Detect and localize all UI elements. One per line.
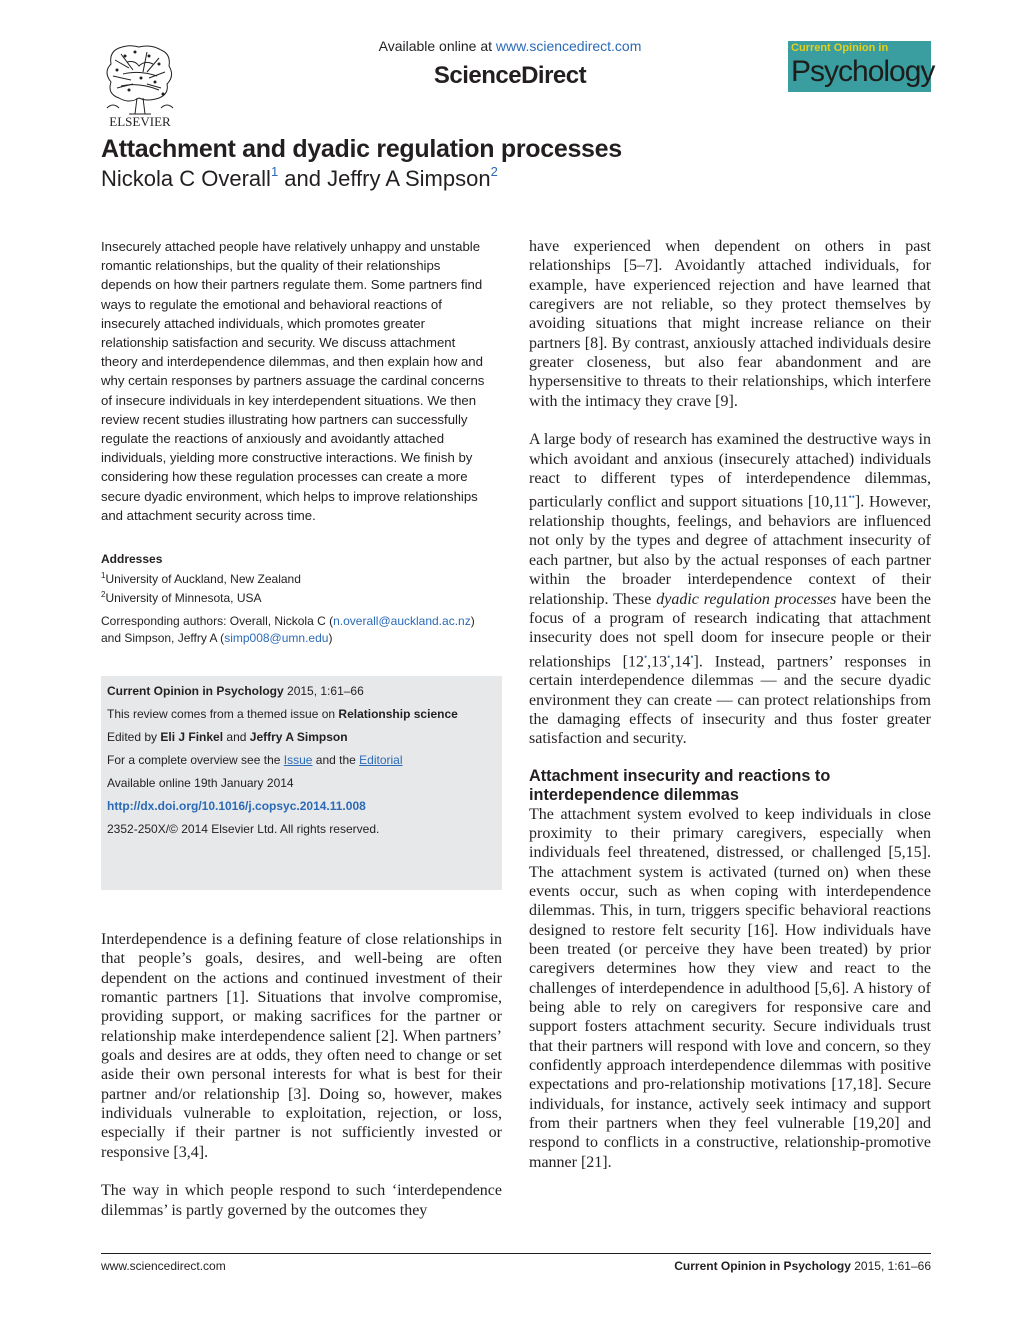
- corresponding-prefix-1: Corresponding authors: Overall, Nickola C (: [101, 614, 334, 628]
- address-1-number: 1: [101, 570, 106, 580]
- footer-journal: Current Opinion in Psychology: [674, 1259, 851, 1273]
- platform-name: ScienceDirect: [433, 62, 587, 89]
- affiliation-ref-2[interactable]: 2: [490, 164, 498, 179]
- footer-url[interactable]: www.sciencedirect.com: [101, 1259, 226, 1273]
- address-1: [101, 568, 501, 588]
- sciencedirect-link[interactable]: www.sciencedirect.com: [495, 38, 642, 54]
- available-prefix: Available online at: [378, 38, 496, 54]
- svg-text:ELSEVIER: ELSEVIER: [109, 114, 171, 128]
- doi-link[interactable]: http://dx.doi.org/10.1016/j.copsyc.2014.11.008: [107, 799, 366, 813]
- available-date: Available online 19th January 2014: [107, 776, 294, 790]
- recommended-marker: ••: [848, 492, 855, 503]
- edited-prefix: Edited by: [107, 730, 161, 744]
- author-2: Jeffry A Simpson: [327, 166, 491, 191]
- body-paragraph: Interdependence is a defining feature of close relationships in that people’s goals, desires, and well-being are often dependent on the actions and continued investment of their romantic partners [1]. Situations that involve compromise, providing support, or making sacrifices for the partner or relationship make interdependence salient [2]. When partners’ goals and desires are at odds, they often need to change or set aside their own personal interests for what is best for their partner and/or relationship [3]. Doing so, however, makes individuals vulnerable to exploitation, rejection, or loss, especially if their partner is not sufficiently invested or responsive [3,4].: [101, 931, 502, 1161]
- recommended-marker: •: [667, 651, 671, 662]
- info-citation: 2015, 1:61–66: [283, 684, 364, 698]
- section-heading: Attachment insecurity and reactions to interdependence dilemmas: [529, 766, 831, 804]
- recommended-marker: •: [644, 651, 648, 662]
- corresponding-suffix-1: ): [470, 614, 475, 628]
- abstract: Insecurely attached people have relatively unhappy and unstable romantic relationships, but the quality of their relationships depends on how their partners regulate them. Some partners find ways to regulate the emotional and behavioral reactions of insecurely attached individuals, which promotes greater relationship satisfaction and security. We discuss attachment theory and interdependence dilemmas, and then explain how and why certain responses by partners assuage the cardinal concerns of insecure individuals in key interdependent situations. We then review recent studies illustrating how partners can successfully regulate the reactions of anxiously and avoidantly attached individuals, yielding more constructive interactions. We finish by considering how these regulation processes can create a more secure dyadic environment, which helps to improve relationships and attachment security across time.: [101, 239, 485, 523]
- article-info-box: [101, 676, 502, 890]
- address-1-text: University of Auckland, New Zealand: [105, 571, 301, 586]
- journal-badge-main: Psychology: [791, 55, 935, 88]
- recommended-marker: •: [690, 651, 694, 662]
- body-paragraph: The way in which people respond to such ‘interdependence dilemmas’ is partly governed by the outcomes they: [101, 1182, 502, 1219]
- editors-line: [107, 726, 496, 749]
- theme-name: Relationship science: [338, 707, 458, 721]
- body-paragraph: A large body of research has examined the destructive ways in which avoidant and anxious (insecurely attached) individuals react to different types of interdependence dilemmas, particularly conflict and support situations [10,11••]. However, relationship thoughts, feelings, and behaviors are influenced not only by the types and degree of attachment insecurity of each partner, but also by the actual responses of each partner within the broader interdependence context of their relationship. These dyadic regulation processes have been the focus of a program of research indicating that attachment insecurity does not spell doom for insecure people or their relationships [12•,13•,14•]. Instead, partners’ responses in certain interdependence dilemmas — and the secure dyadic environment they can create — can protect relationships from the damaging effects of insecurity and thus foster greater satisfaction and security.: [529, 431, 932, 748]
- email-link-1[interactable]: n.overall@auckland.ac.nz: [333, 614, 471, 628]
- corresponding-suffix-2: ): [328, 631, 333, 645]
- theme-prefix: This review comes from a themed issue on: [107, 707, 339, 721]
- overview-line: [107, 749, 496, 772]
- corresponding-prefix-2: and Simpson, Jeffry A (: [101, 631, 225, 645]
- author-1: Nickola C Overall: [101, 166, 271, 191]
- overview-and: and the: [312, 753, 360, 767]
- emphasis: dyadic regulation processes: [656, 590, 837, 608]
- address-2: [101, 587, 501, 607]
- email-link-2[interactable]: simp008@umn.edu: [224, 631, 329, 645]
- copyright-line: 2352-250X/© 2014 Elsevier Ltd. All rights reserved.: [107, 822, 380, 836]
- body-paragraph: The attachment system evolved to keep individuals in close proximity to their primary caregivers, especially when individuals feel threatened, distressed, or challenged [5,15]. The attachment system is activated (turned on) when these events occur, such as when coping with interdependence dilemmas. This, in turn, triggers specific behavioral reactions designed to restore felt security [16]. How individuals have been treated (or perceive they have been treated) by prior caregivers determines how they view and react to the challenges of interdependence in adulthood [5,6]. A history of being able to rely on caregivers for responsive care and support fosters attachment security. Secure individuals trust that their partners will respond with love and concern, so they confidently approach interdependence dilemmas with positive expectations and pro-relationship motivations [17,18]. Secure individuals, for instance, actively seek intimacy and support from their partners when they feel vulnerable [19,20] and respond to conflicts in a constructive, relationship-promotive manner [21].: [529, 805, 931, 1171]
- address-2-number: 2: [101, 590, 106, 599]
- corresponding-authors: [101, 613, 501, 647]
- article-title: Attachment and dyadic regulation processes: [101, 135, 622, 163]
- author-line: [101, 166, 498, 192]
- journal-badge: [788, 41, 935, 92]
- editor-1: Eli J Finkel: [160, 730, 224, 744]
- editor-and: and: [223, 730, 250, 744]
- theme-line: [107, 703, 496, 726]
- citation-line: [107, 680, 496, 703]
- footer-divider: [101, 1253, 931, 1254]
- body-paragraph: have experienced when dependent on others in past relationships [5–7]. Avoidantly attached individuals, for example, have experienced rejection and have learned that caregivers are not reliable, so they protect themselves by avoiding situations that might increase reliance on their partners [8]. By contrast, anxiously attached individuals desire greater closeness, but also fear abandonment and are hypersensitive to threats to their relationships, which interfere with the intimacy they crave [9].: [529, 238, 931, 410]
- corresponding-line-2: [101, 630, 501, 647]
- left-column-body: [101, 930, 502, 1220]
- affiliation-ref-1[interactable]: 1: [270, 164, 279, 179]
- editor-2: Jeffry A Simpson: [249, 730, 348, 744]
- corresponding-line-1: [101, 613, 501, 630]
- info-journal: Current Opinion in Psychology: [107, 684, 284, 698]
- author-and: and: [278, 166, 328, 191]
- right-column-body: [529, 237, 931, 1172]
- journal-badge-top: Current Opinion in: [791, 42, 889, 54]
- footer-volume: 2015, 1:61–66: [850, 1259, 931, 1273]
- addresses: [101, 552, 501, 607]
- editorial-link[interactable]: Editorial: [359, 753, 403, 767]
- footer-citation: [674, 1259, 931, 1273]
- overview-prefix: For a complete overview see the: [107, 753, 284, 767]
- address-2-text: University of Minnesota, USA: [105, 591, 262, 605]
- addresses-heading: Addresses: [101, 552, 163, 566]
- issue-link[interactable]: Issue: [283, 753, 313, 767]
